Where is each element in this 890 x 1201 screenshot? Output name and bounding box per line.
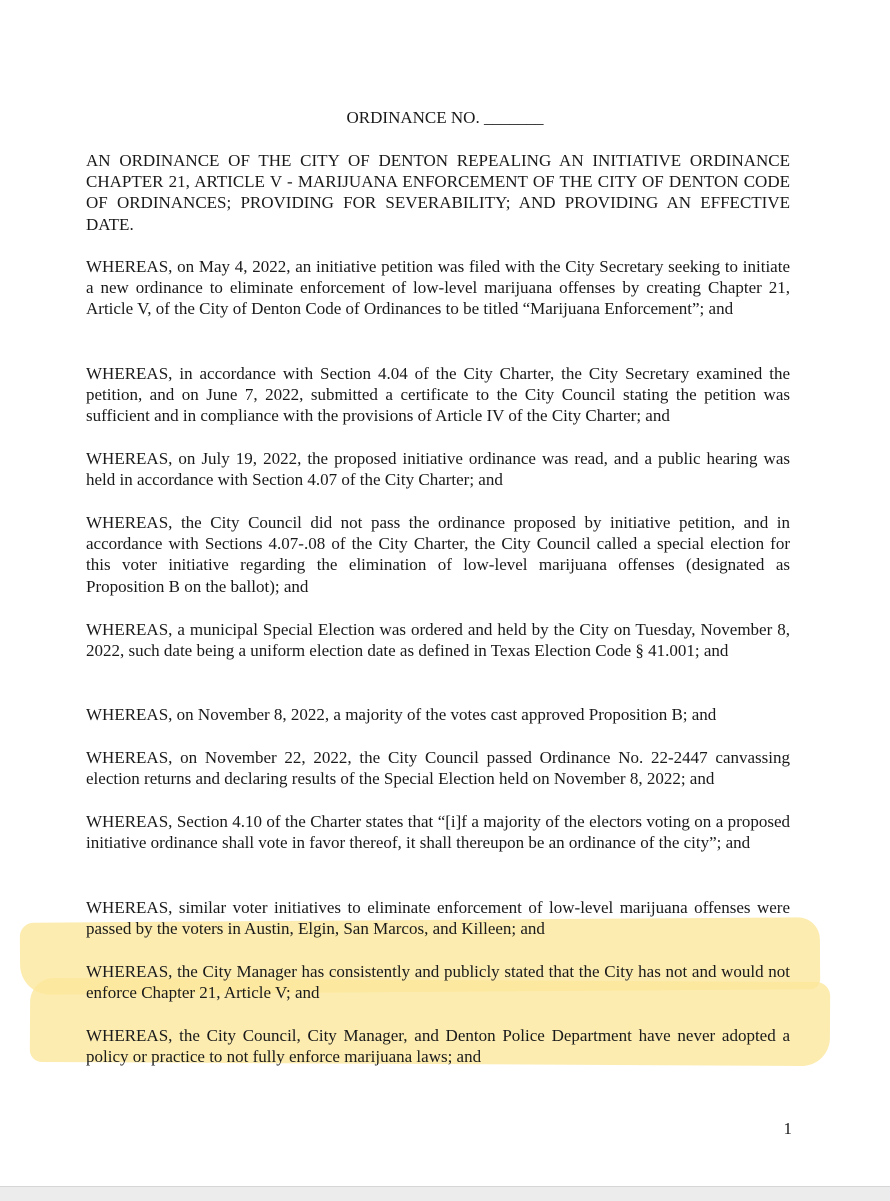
viewer-bottom-edge — [0, 1186, 890, 1201]
ordinance-title: ORDINANCE NO. _______ — [346, 108, 544, 127]
whereas-paragraph: WHEREAS, on July 19, 2022, the proposed initiative ordinance was read, and a public hearing was held in accordance with Section 4.07 of the City Charter; and — [86, 449, 790, 490]
page-number: 1 — [783, 1119, 792, 1138]
whereas-paragraph-highlighted: WHEREAS, the City Manager has consistently and publicly stated that the City has not and would not enforce Chapter 21, Article V; and — [86, 962, 790, 1003]
whereas-paragraph: WHEREAS, similar voter initiatives to eliminate enforcement of low-level marijuana offenses were passed by the voters in Austin, Elgin, San Marcos, and Killeen; and — [86, 898, 790, 939]
whereas-paragraph: WHEREAS, on November 22, 2022, the City Council passed Ordinance No. 22-2447 canvassing election returns and declaring results of the Special Election held on November 8, 2022; and — [86, 748, 790, 789]
whereas-paragraph: WHEREAS, Section 4.10 of the Charter states that “[i]f a majority of the electors voting on a proposed initiative ordinance shall vote in favor thereof, it shall thereupon be an ordinance of the city”; and — [86, 812, 790, 853]
whereas-paragraph: WHEREAS, the City Council did not pass the ordinance proposed by initiative petition, and in accordance with Sections 4.07-.08 of the City Charter, the City Council called a special election for this voter initiative regarding the elimination of low-level marijuana offenses (designated as Proposition B on the ballot); and — [86, 513, 790, 596]
whereas-paragraph: WHEREAS, on November 8, 2022, a majority of the votes cast approved Proposition B; and — [86, 705, 717, 724]
whereas-paragraph: WHEREAS, on May 4, 2022, an initiative petition was filed with the City Secretary seeking to initiate a new ordinance to eliminate enforcement of low-level marijuana offenses by creating Chapter 21, Article V, of the City of Denton Code of Ordinances to be titled “Marijuana Enforcement”; and — [86, 257, 790, 319]
ordinance-heading: AN ORDINANCE OF THE CITY OF DENTON REPEALING AN INITIATIVE ORDINANCE CHAPTER 21, ARTICLE V - MARIJUANA ENFORCEMENT OF THE CITY OF DENTON CODE OF ORDINANCES; PROVIDING FOR SEVERABILITY; AND PROVIDING AN EFFECTIVE DATE. — [86, 151, 790, 234]
whereas-paragraph: WHEREAS, in accordance with Section 4.04 of the City Charter, the City Secretary examined the petition, and on June 7, 2022, submitted a certificate to the City Council stating the petition was sufficient and in compliance with the provisions of Article IV of the City Charter; and — [86, 364, 790, 426]
whereas-paragraph: WHEREAS, a municipal Special Election was ordered and held by the City on Tuesday, November 8, 2022, such date being a uniform election date as defined in Texas Election Code § 41.001; and — [86, 620, 790, 661]
whereas-paragraph-highlighted: WHEREAS, the City Council, City Manager, and Denton Police Department have never adopted a policy or practice to not fully enforce marijuana laws; and — [86, 1026, 790, 1067]
